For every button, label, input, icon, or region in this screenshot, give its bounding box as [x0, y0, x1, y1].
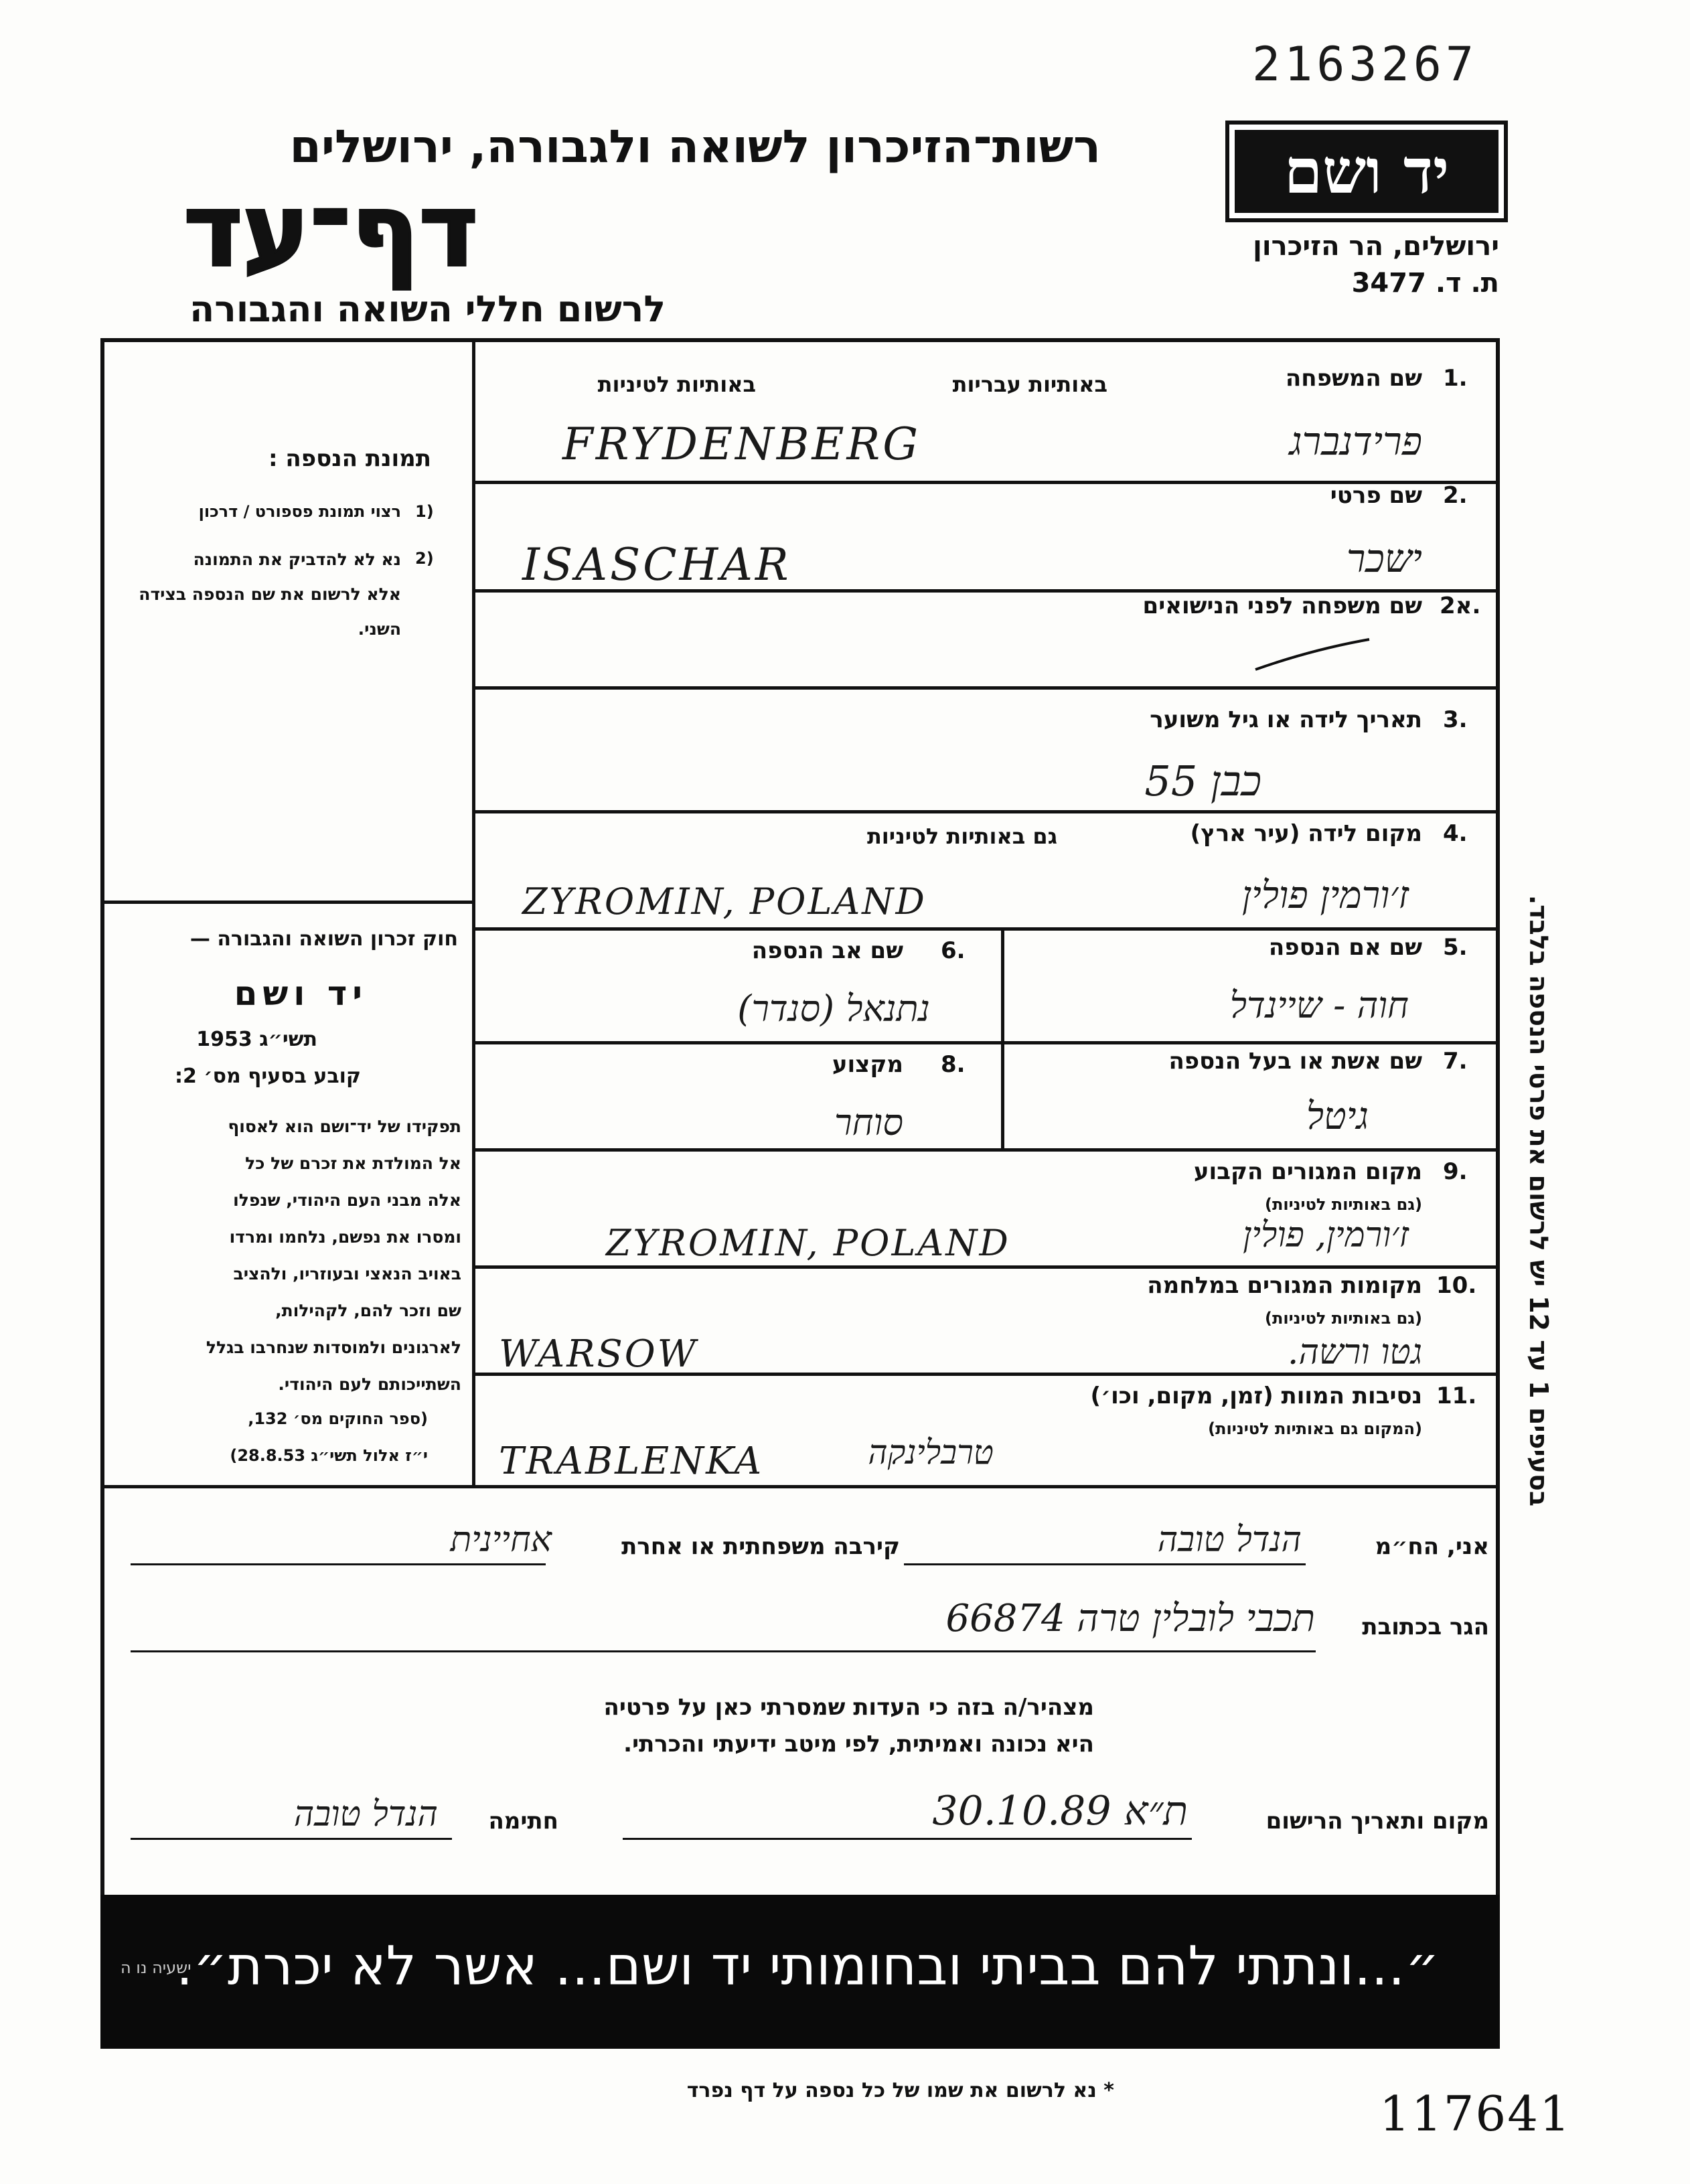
- field10-label: מקומות המגורים במלחמה: [1147, 1272, 1422, 1299]
- field8-label: מקצוע: [832, 1051, 903, 1078]
- field2-number: 2.: [1443, 482, 1468, 509]
- law-body-line4: ומסרו את נפשם, נלחמו ומרדו: [229, 1227, 461, 1247]
- row-divider-3: [472, 810, 1500, 813]
- photo-item2: [86, 542, 401, 647]
- field1-latin-header: באותיות לטיניות: [597, 372, 756, 397]
- field1-label: שם המשפחה: [1285, 365, 1422, 392]
- field3-value: כבן 55: [1144, 757, 1261, 805]
- law-body-line3: אלה מבני העם היהודי, שנפלו: [233, 1190, 461, 1210]
- field10-hebrew-value: גטו ורשה.: [1287, 1332, 1422, 1373]
- field6-value: נתנאל (סנדר): [737, 988, 930, 1030]
- field9-number: 9.: [1443, 1158, 1468, 1185]
- field2a-number: 2א.: [1440, 593, 1481, 619]
- field5-label: שם אם הנספה: [1268, 934, 1422, 961]
- document-number-bottom: 117641: [1379, 2086, 1571, 2142]
- row-divider-4: [472, 927, 1500, 931]
- field4-label: מקום לידה (עיר ארץ): [1190, 820, 1422, 847]
- address-value: תכבי לובלין טרה 66874: [945, 1597, 1315, 1640]
- declarant-name-value: הנדל טובה: [1157, 1520, 1302, 1560]
- declarant-i-label: אני, הח״מ: [1375, 1533, 1489, 1560]
- logo-text: יד ושם: [1284, 135, 1450, 208]
- photo-item2-line1: נא לא להדביק את התמונה: [193, 550, 401, 569]
- photo-box-title: תמונת הנספה :: [268, 445, 431, 472]
- place-date-line: [623, 1838, 1192, 1840]
- law-body-line7: לארגונים ולמוסדות שנחרבו בגלל: [206, 1338, 461, 1357]
- address-line: [131, 1650, 1316, 1652]
- signature-label: חתימה: [488, 1808, 558, 1835]
- column-divider-5-8: [1001, 927, 1004, 1148]
- law-body-line5: באויב הנאצי ובעוזריו, ולהציב: [233, 1264, 461, 1283]
- field10-note: (גם באותיות לטיניות): [1265, 1309, 1422, 1328]
- relation-label: קירבה משפחתית או אחרת: [621, 1533, 900, 1560]
- quote-source: ישעיה נו ה: [121, 1958, 191, 1977]
- row-divider-2a: [472, 686, 1500, 690]
- field2-label: שם פרטי: [1330, 482, 1422, 509]
- field10-number: 10.: [1436, 1272, 1477, 1299]
- field11-label: נסיבות המוות (זמן, מקום, וכו׳): [1090, 1383, 1422, 1409]
- field9-latin-value: ZYROMIN, POLAND: [606, 1222, 1010, 1264]
- field2a-empty-stroke: [1252, 629, 1373, 676]
- quote-banner: [100, 1895, 1500, 2049]
- field9-label: מקום המגורים הקבוע: [1193, 1158, 1422, 1185]
- relation-value: אחיינית: [450, 1520, 552, 1560]
- field1-latin-value: FRYDENBERG: [562, 418, 921, 470]
- field11-note: (המקום גם באותיות לטיניות): [1208, 1419, 1422, 1438]
- signature-value: הנדל טובה: [293, 1794, 438, 1835]
- field9-note: (גם באותיות לטיניות): [1265, 1195, 1422, 1214]
- logo-address-line2: ת. ד. 3477: [1351, 268, 1499, 299]
- signature-line: [131, 1838, 452, 1840]
- photo-law-divider: [100, 901, 474, 904]
- field4-latin-header: גם באותיות לטיניות: [866, 824, 1057, 849]
- photo-item1: רצוי תמונת פספורט / דרכון: [198, 502, 401, 521]
- place-date-label: מקום ותאריך הרישום: [1265, 1808, 1489, 1835]
- place-date-value: ת״א 30.10.89: [932, 1788, 1188, 1835]
- field4-hebrew-value: ז׳ורמין פולין: [1241, 874, 1409, 917]
- field7-value: גיטל: [1306, 1095, 1369, 1138]
- side-note: בסעיפים 1 עד 12 יש לרשום את פרטי הנספה בלבד.: [1524, 894, 1553, 1506]
- field1-hebrew-value: פרידנברג: [1289, 418, 1422, 464]
- field6-label: שם אב הנספה: [751, 937, 903, 964]
- field8-value: סוחר: [834, 1101, 903, 1144]
- relation-line: [131, 1563, 546, 1565]
- law-ref2: י״ז אלול תשי״ג 28.8.53): [230, 1446, 428, 1465]
- yad-vashem-logo: [1225, 121, 1508, 222]
- law-ref1: (ספר החוקים מס׳ 132,: [248, 1409, 428, 1428]
- row-divider-9: [472, 1265, 1500, 1269]
- law-body-line2: אל המולדת את זכרם של כל: [245, 1154, 461, 1173]
- row-divider-5: [472, 1041, 1500, 1044]
- footer-note: * נא לרשום את שמו של כל נספה על דף נפרד: [686, 2079, 1114, 2102]
- field9-hebrew-value: ז׳ורמין, פולין: [1243, 1215, 1409, 1255]
- field7-label: שם אשת או בעל הנספה: [1168, 1048, 1422, 1075]
- field2-hebrew-value: ישכר: [1346, 536, 1422, 581]
- field11-hebrew-value: טרבלינקה: [868, 1433, 994, 1472]
- photo-item1-num: 1): [415, 502, 434, 521]
- photo-item2-num: 2): [415, 549, 434, 568]
- page-title: דף־עד: [183, 173, 478, 289]
- authority-name: רשות־הזיכרון לשואה ולגבורה, ירושלים: [289, 121, 1101, 173]
- field1-number: 1.: [1443, 365, 1468, 392]
- field4-number: 4.: [1443, 820, 1468, 847]
- field10-latin-value: WARSOW: [499, 1332, 698, 1376]
- row-divider-11: [100, 1485, 1500, 1488]
- law-body-line8: השתייכותם לעם היהודי.: [278, 1375, 461, 1394]
- document-number-top: 2163267: [1252, 37, 1478, 92]
- field11-latin-value: TRABLENKA: [499, 1439, 764, 1483]
- law-year: תשי״ג 1953: [196, 1028, 317, 1051]
- left-column-divider: [472, 338, 475, 1486]
- photo-item2-line2: אלא לרשום את שם הנספה בצידה: [139, 584, 401, 604]
- page-subtitle: לרשום חללי השואה והגבורה: [189, 288, 666, 330]
- law-clause: קובע בסעיף מס׳ 2:: [174, 1065, 361, 1088]
- row-divider-7: [472, 1148, 1500, 1152]
- field8-number: 8.: [941, 1051, 966, 1078]
- field2a-label: שם משפחה לפני הנישואים: [1142, 593, 1422, 619]
- quote-text: ״...ונתתי להם בביתי ובחומותי יד ושם... אשר לא יכרת״.: [175, 1935, 1440, 1997]
- field3-label: תאריך לידה או גיל משוער: [1150, 706, 1422, 733]
- law-title: חוק זכרון השואה והגבורה —: [189, 927, 458, 951]
- law-body-line1: תפקידו של יד־ושם הוא לאסוף: [228, 1117, 461, 1136]
- law-body: [113, 1108, 461, 1403]
- address-label: הגר בכתובת: [1362, 1614, 1489, 1640]
- field4-latin-value: ZYROMIN, POLAND: [522, 880, 927, 923]
- field6-number: 6.: [941, 937, 966, 964]
- declaration-line1: מצהיר/ה בזה כי העדות שמסרתי כאן על פרטיה: [603, 1694, 1094, 1721]
- field11-number: 11.: [1436, 1383, 1477, 1409]
- field5-number: 5.: [1443, 934, 1468, 961]
- field3-number: 3.: [1443, 706, 1468, 733]
- law-name: יד ושם: [234, 974, 368, 1013]
- field5-value: חוה - שיינדל: [1229, 984, 1409, 1026]
- declaration-line2: היא נכונה ואמיתית, לפי מיטב ידיעתי והכרתי.: [623, 1731, 1094, 1758]
- field2-latin-value: ISASCHAR: [522, 539, 791, 591]
- field7-number: 7.: [1443, 1048, 1468, 1075]
- law-body-line6: שם וזכר להם, לקהילות,: [275, 1301, 461, 1320]
- photo-item2-line3: השני.: [358, 619, 401, 639]
- logo-address-line1: ירושלים, הר הזיכרון: [1253, 231, 1499, 262]
- declarant-name-line: [904, 1563, 1306, 1565]
- field1-hebrew-header: באותיות עבריות: [952, 372, 1107, 397]
